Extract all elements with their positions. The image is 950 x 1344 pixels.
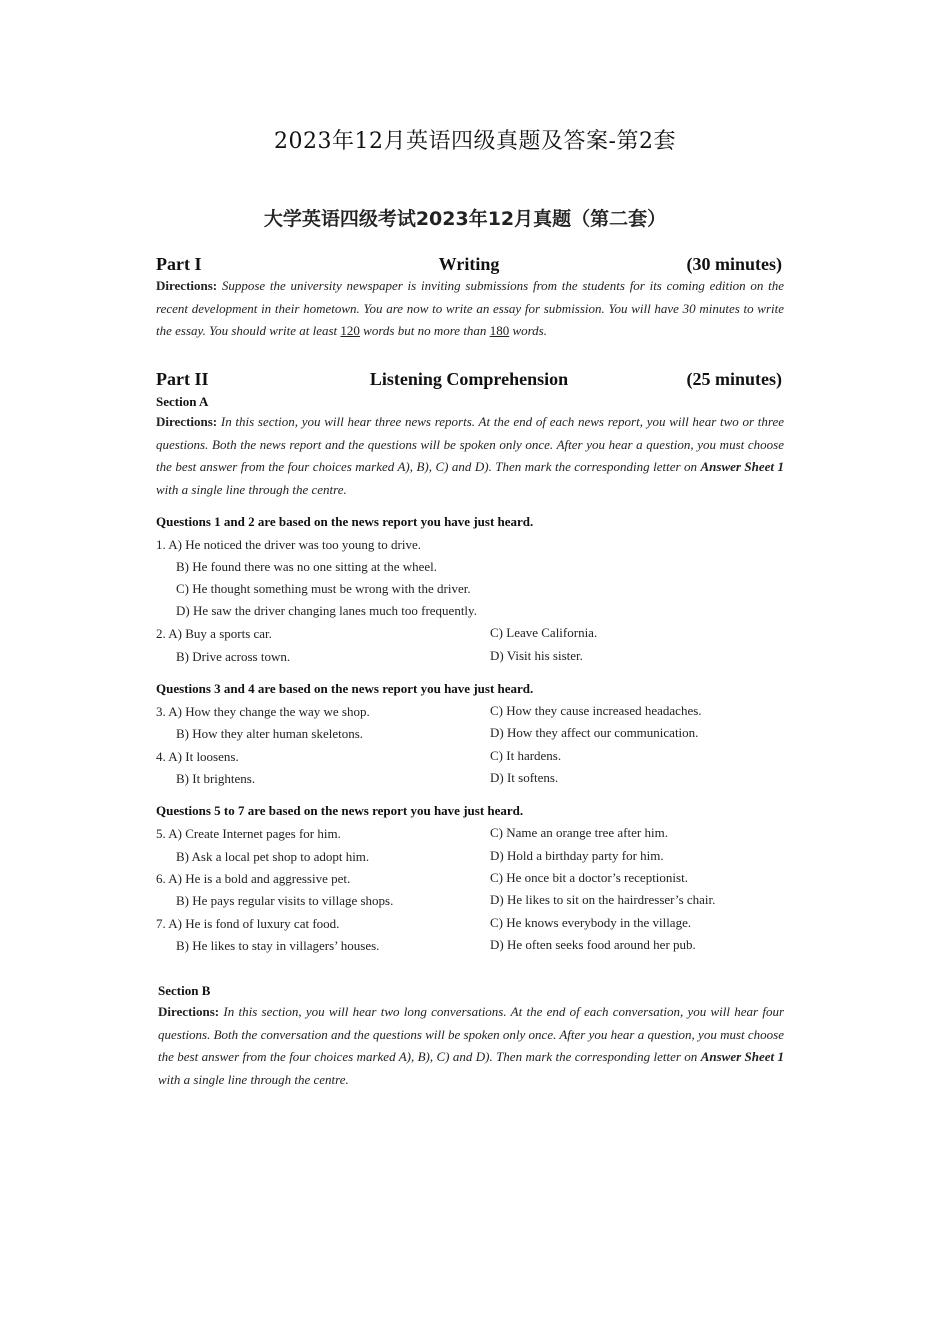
q4-option-a: 4. A) It loosens. (156, 749, 239, 764)
question-group-heading: Questions 1 and 2 are based on the news report you have just heard. (156, 514, 534, 529)
q6-option-d: D) He likes to sit on the hairdresser’s chair. (490, 892, 716, 907)
part1-label: Part I (156, 254, 202, 274)
q2-option-a: 2. A) Buy a sports car. (156, 626, 272, 641)
directions-label: Directions: (156, 278, 218, 293)
min-words: 120 (340, 323, 360, 339)
q3-option-d: D) How they affect our communication. (490, 725, 699, 740)
directions-text: In this section, you will hear three news reports. At the end of each news report, you will hear two or three questions. Both the news report and the questions will be spoken only once. After you hear a question, you must choose the best answer from the four choices marked A), B), C) and D). Then mark the corresponding letter on (156, 414, 784, 475)
part1-directions (156, 275, 784, 343)
q7-option-c: C) He knows everybody in the village. (490, 915, 692, 930)
section-b-directions (158, 1001, 784, 1091)
document-title: 2023年12月英语四级真题及答案-第2套 (274, 129, 676, 154)
section-a-directions (156, 411, 784, 501)
q3-option-b: B) How they alter human skeletons. (176, 726, 364, 741)
q6-option-b: B) He pays regular visits to village shops. (176, 893, 394, 908)
question-group-heading: Questions 3 and 4 are based on the news report you have just heard. (156, 681, 534, 696)
q7-option-a: 7. A) He is fond of luxury cat food. (156, 916, 340, 931)
q5-option-a: 5. A) Create Internet pages for him. (156, 826, 341, 841)
q1-option-c: C) He thought something must be wrong with the driver. (176, 581, 471, 596)
part2-name: Listening Comprehension (369, 369, 569, 389)
q6-option-c: C) He once bit a doctor’s receptionist. (490, 870, 688, 885)
section-b-label: Section B (158, 983, 211, 998)
max-words: 180 (489, 323, 510, 339)
q7-option-d: D) He often seeks food around her pub. (490, 937, 696, 952)
directions-text: words. (512, 323, 547, 339)
directions-label: Directions: (158, 1004, 220, 1019)
q2-option-c: C) Leave California. (490, 625, 598, 640)
part1-name: Writing (438, 254, 500, 274)
directions-text: with a single line through the centre. (156, 481, 347, 497)
answer-sheet-label: Answer Sheet 1 (700, 1049, 785, 1065)
part2-label: Part II (156, 369, 209, 389)
q4-option-c: C) It hardens. (490, 748, 562, 763)
directions-text: Suppose the university newspaper is inviting submissions from the students for its coming edition on the recent development in their hometown. You are now to write an essay for submission. You will have 30 minutes to write the essay. You should write at least (156, 278, 785, 339)
q2-option-d: D) Visit his sister. (490, 648, 583, 663)
q7-option-b: B) He likes to stay in villagers’ houses. (176, 938, 380, 953)
q4-option-b: B) It brightens. (176, 771, 256, 786)
q5-option-d: D) Hold a birthday party for him. (490, 848, 664, 863)
q3-option-c: C) How they cause increased headaches. (490, 703, 702, 718)
directions-text: words but no more than (363, 323, 487, 339)
q5-option-c: C) Name an orange tree after him. (490, 825, 668, 840)
q1-option-a: 1. A) He noticed the driver was too young to drive. (156, 537, 421, 552)
answer-sheet-label: Answer Sheet 1 (700, 459, 785, 475)
q6-option-a: 6. A) He is a bold and aggressive pet. (156, 871, 351, 886)
q4-option-d: D) It softens. (490, 770, 559, 785)
question-group-heading: Questions 5 to 7 are based on the news report you have just heard. (156, 803, 524, 818)
q5-option-b: B) Ask a local pet shop to adopt him. (176, 849, 370, 864)
exam-title: 大学英语四级考试2023年12月真题（第二套） (263, 208, 667, 230)
q3-option-a: 3. A) How they change the way we shop. (156, 704, 370, 719)
q1-option-b: B) He found there was no one sitting at the wheel. (176, 559, 438, 574)
part2-header (156, 369, 782, 395)
directions-text: In this section, you will hear two long conversations. At the end of each conversation, you will hear four questions. Both the conversation and the questions will be spoken only once. After you hear a question, you must choose the best answer from the four choices marked A), B), C) and D). Then mark the corresponding letter on (158, 1004, 784, 1065)
part2-time: (25 minutes) (686, 369, 782, 389)
q2-option-b: B) Drive across town. (176, 649, 291, 664)
directions-label: Directions: (156, 414, 218, 429)
q1-option-d: D) He saw the driver changing lanes much too frequently. (176, 603, 477, 618)
section-a-label: Section A (156, 394, 209, 409)
part1-time: (30 minutes) (686, 254, 782, 274)
directions-text: with a single line through the centre. (158, 1071, 349, 1087)
